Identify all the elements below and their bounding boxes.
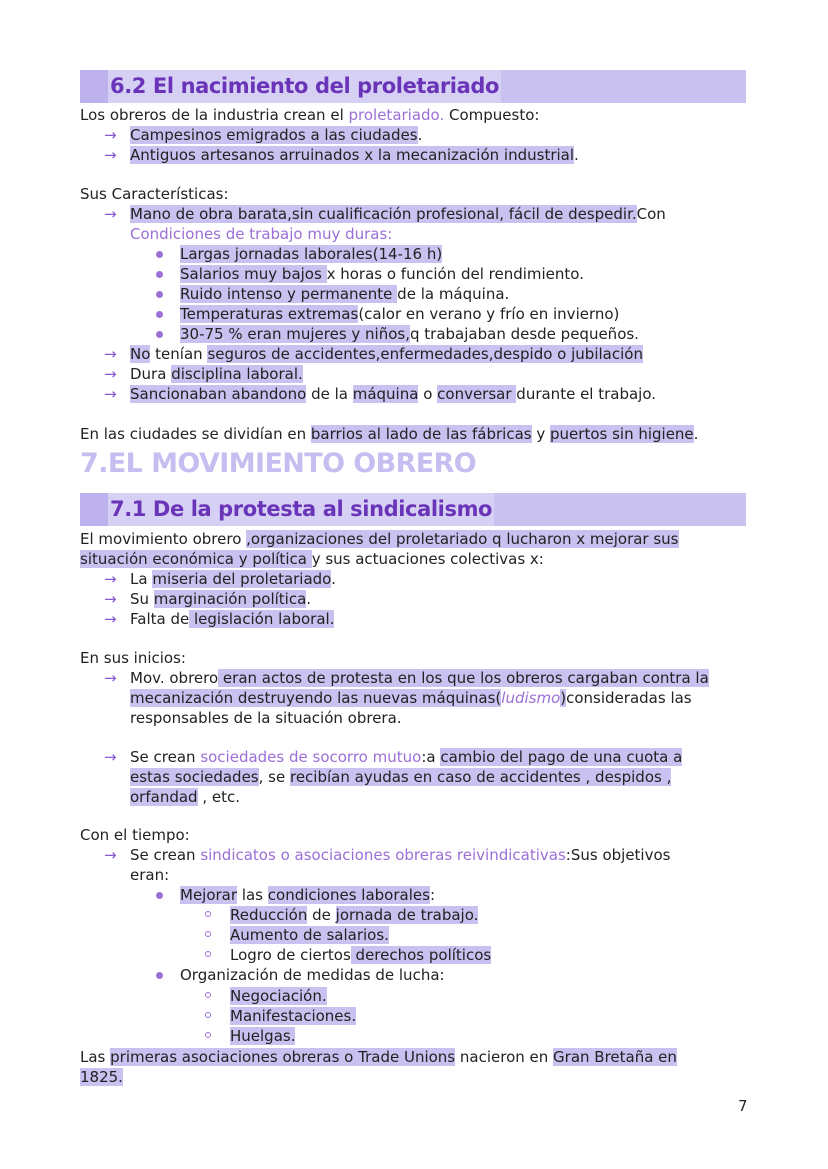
- intro-line: Los obreros de la industria crean el proletariado. Compuesto:: [80, 106, 540, 124]
- list-item: Huelgas.: [230, 1027, 296, 1045]
- list-item: Organización de medidas de lucha:: [180, 966, 445, 984]
- list-item-continuation: Condiciones de trabajo muy duras:: [130, 225, 393, 243]
- list-item: Aumento de salarios.: [230, 926, 389, 944]
- list-item: Manifestaciones.: [230, 1007, 357, 1025]
- arrow-icon: →: [104, 205, 117, 223]
- list-item: Mano de obra barata,sin cualificación profesional, fácil de despedir.Con: [130, 205, 666, 223]
- bullet-icon: [156, 271, 163, 278]
- list-item: Largas jornadas laborales(14-16 h): [180, 245, 443, 263]
- heading-lead-bar: [80, 70, 108, 103]
- list-item: Dura disciplina laboral.: [130, 365, 303, 383]
- arrow-icon: →: [104, 590, 117, 608]
- list-item: 30-75 % eran mujeres y niños,q trabajaban desde pequeños.: [180, 325, 639, 343]
- bullet-icon: [156, 311, 163, 318]
- list-item: No tenían seguros de accidentes,enfermedades,despido o jubilación: [130, 345, 643, 363]
- bullet-icon: [156, 251, 163, 258]
- arrow-icon: →: [104, 610, 117, 628]
- list-item: Temperaturas extremas(calor en verano y frío en invierno): [180, 305, 620, 323]
- circle-bullet-icon: [205, 951, 211, 957]
- closing-paragraph-line: 1825.: [80, 1068, 123, 1086]
- list-item-continuation: orfandad , etc.: [130, 788, 240, 806]
- heading-title: 7.1 De la protesta al sindicalismo: [108, 493, 494, 526]
- closing-paragraph-line: Las primeras asociaciones obreras o Trade Unions nacieron en Gran Bretaña en: [80, 1048, 677, 1066]
- list-item: La miseria del proletariado.: [130, 570, 336, 588]
- over-time-label: Con el tiempo:: [80, 826, 190, 844]
- list-item: Ruido intenso y permanente de la máquina.: [180, 285, 510, 303]
- list-item: Mov. obrero eran actos de protesta en los que los obreros cargaban contra la: [130, 669, 709, 687]
- list-item-continuation: responsables de la situación obrera.: [130, 709, 402, 727]
- circle-bullet-icon: [205, 992, 211, 998]
- list-item: Se crean sindicatos o asociaciones obreras reivindicativas:Sus objetivos: [130, 846, 671, 864]
- list-item: Campesinos emigrados a las ciudades.: [130, 126, 423, 144]
- circle-bullet-icon: [205, 931, 211, 937]
- characteristics-label: Sus Características:: [80, 185, 229, 203]
- bullet-icon: [156, 331, 163, 338]
- page-number: 7: [738, 1097, 748, 1115]
- list-item-continuation: mecanización destruyendo las nuevas máquinas(ludismo)consideradas las: [130, 689, 692, 707]
- list-item: Sancionaban abandono de la máquina o conversar durante el trabajo.: [130, 385, 657, 403]
- beginnings-label: En sus inicios:: [80, 649, 186, 667]
- list-item: Salarios muy bajos x horas o función del rendimiento.: [180, 265, 584, 283]
- list-item: Mejorar las condiciones laborales:: [180, 886, 435, 904]
- arrow-icon: →: [104, 846, 117, 864]
- arrow-icon: →: [104, 365, 117, 383]
- list-item: Negociación.: [230, 987, 327, 1005]
- list-item: Falta de legislación laboral.: [130, 610, 335, 628]
- circle-bullet-icon: [205, 911, 211, 917]
- bullet-icon: [156, 291, 163, 298]
- paragraph-line: situación económica y política y sus actuaciones colectivas x:: [80, 550, 544, 568]
- section-heading-7-1: [80, 493, 746, 526]
- bullet-icon: [156, 972, 163, 979]
- heading-title: 6.2 El nacimiento del proletariado: [108, 70, 501, 103]
- arrow-icon: →: [104, 669, 117, 687]
- list-item: Antiguos artesanos arruinados x la mecanización industrial.: [130, 146, 579, 164]
- arrow-icon: →: [104, 146, 117, 164]
- arrow-icon: →: [104, 570, 117, 588]
- arrow-icon: →: [104, 345, 117, 363]
- heading-lead-bar: [80, 493, 108, 526]
- bullet-icon: [156, 892, 163, 899]
- cities-paragraph: En las ciudades se dividían en barrios al lado de las fábricas y puertos sin higiene.: [80, 425, 699, 443]
- circle-bullet-icon: [205, 1012, 211, 1018]
- list-item-continuation: estas sociedades, se recibían ayudas en caso de accidentes , despidos ,: [130, 768, 672, 786]
- list-item: Su marginación política.: [130, 590, 312, 608]
- paragraph-line: El movimiento obrero ,organizaciones del proletariado q lucharon x mejorar sus: [80, 530, 679, 548]
- arrow-icon: →: [104, 126, 117, 144]
- list-item-continuation: eran:: [130, 866, 170, 884]
- list-item: Se crean sociedades de socorro mutuo:a cambio del pago de una cuota a: [130, 748, 683, 766]
- list-item: Reducción de jornada de trabajo.: [230, 906, 479, 924]
- section-heading-6-2: [80, 70, 746, 103]
- arrow-icon: →: [104, 385, 117, 403]
- circle-bullet-icon: [205, 1032, 211, 1038]
- arrow-icon: →: [104, 748, 117, 766]
- chapter-heading-7: 7.EL MOVIMIENTO OBRERO: [80, 448, 477, 479]
- list-item: Logro de ciertos derechos políticos: [230, 946, 492, 964]
